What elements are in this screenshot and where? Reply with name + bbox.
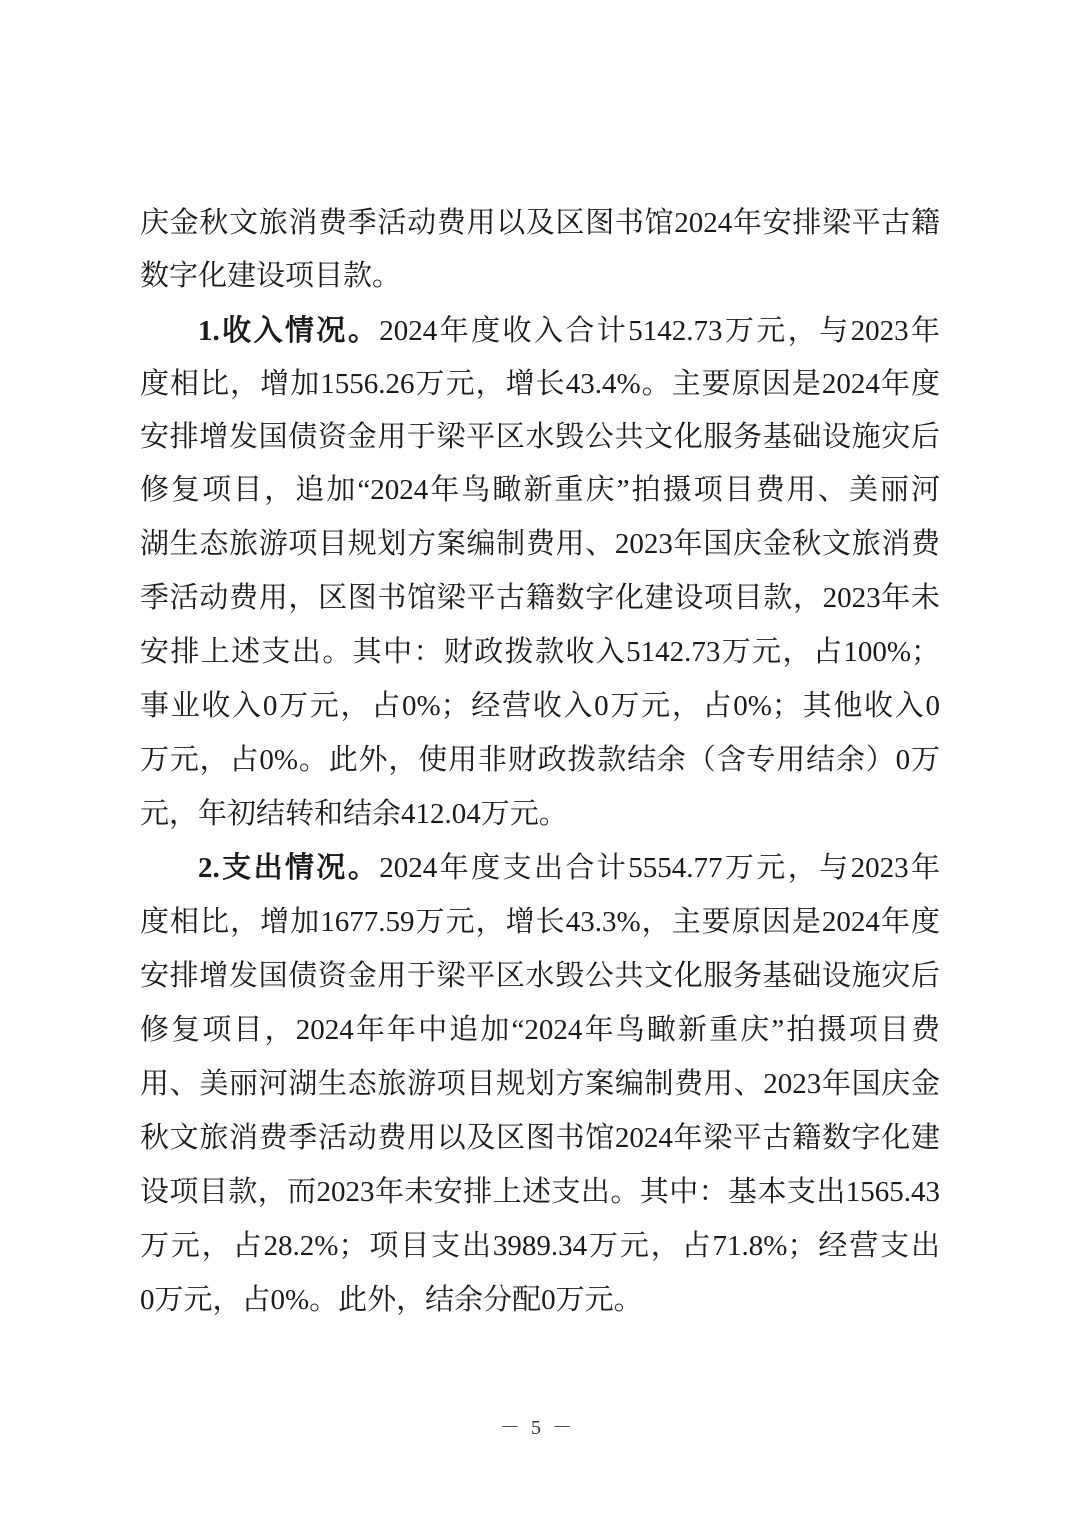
paragraph-line: 度相比，增加1556.26万元，增长43.4%。主要原因是2024年度 — [140, 368, 940, 400]
paragraph-line: 设项目款，而2023年未安排上述支出。其中：基本支出1565.43 — [140, 1176, 940, 1208]
paragraph-line: 度相比，增加1677.59万元，增长43.3%，主要原因是2024年度 — [140, 906, 940, 938]
paragraph-line: 用、美丽河湖生态旅游项目规划方案编制费用、2023年国庆金 — [140, 1068, 940, 1100]
expense-first-line — [198, 850, 940, 886]
paragraph-line: 安排增发国债资金用于梁平区水毁公共文化服务基础设施灾后 — [140, 421, 940, 453]
paragraph-line: 0万元，占0%。此外，结余分配0万元。 — [140, 1284, 643, 1316]
paragraph-line: 元，年初结转和结余412.04万元。 — [140, 798, 568, 830]
paragraph-line: 季活动费用，区图书馆梁平古籍数字化建设项目款，2023年未 — [140, 582, 940, 614]
paragraph-line: 安排上述支出。其中：财政拨款收入5142.73万元，占100%； — [140, 636, 940, 668]
paragraph-line: 湖生态旅游项目规划方案编制费用、2023年国庆金秋文旅消费 — [140, 528, 940, 560]
income-heading: 1.收入情况。 — [198, 315, 380, 347]
expense-heading: 2.支出情况。 — [198, 852, 380, 884]
income-first-line-text: 2024年度收入合计5142.73万元，与2023年 — [379, 315, 940, 347]
paragraph-line: 庆金秋文旅消费季活动费用以及区图书馆2024年安排梁平古籍 — [140, 207, 940, 239]
paragraph-line: 事业收入0万元，占0%；经营收入0万元，占0%；其他收入0 — [140, 690, 940, 722]
paragraph-line: 秋文旅消费季活动费用以及区图书馆2024年梁平古籍数字化建 — [140, 1122, 940, 1154]
paragraph-line: 修复项目，追加“2024年鸟瞰新重庆”拍摄项目费用、美丽河 — [140, 474, 940, 506]
paragraph-line: 安排增发国债资金用于梁平区水毁公共文化服务基础设施灾后 — [140, 960, 940, 992]
expense-first-line-text: 2024年度支出合计5554.77万元，与2023年 — [379, 852, 940, 884]
paragraph-line: 修复项目，2024年年中追加“2024年鸟瞰新重庆”拍摄项目费 — [140, 1014, 940, 1046]
paragraph-line: 数字化建设项目款。 — [140, 260, 402, 292]
page-number: － 5 － — [500, 1417, 575, 1439]
income-first-line — [198, 313, 940, 349]
paragraph-line: 万元，占28.2%；项目支出3989.34万元，占71.8%；经营支出 — [140, 1230, 940, 1262]
paragraph-line: 万元，占0%。此外，使用非财政拨款结余（含专用结余）0万 — [140, 744, 940, 776]
